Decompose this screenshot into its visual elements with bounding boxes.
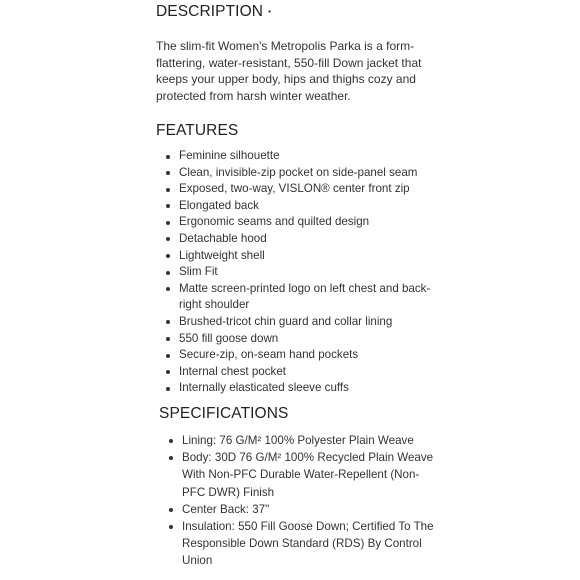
- specifications-list: [182, 432, 442, 570]
- description-text: The slim-fit Women's Metropolis Parka is a form-flattering, water-resistant, 550-fill Down jacket that keeps your upper body, hips and thighs cozy and protected from harsh winter weather.: [156, 39, 422, 104]
- list-item: Elongated back: [179, 198, 439, 215]
- list-item: Internal chest pocket: [179, 364, 439, 381]
- list-item: Secure-zip, on-seam hand pockets: [179, 347, 439, 364]
- list-item: Matte screen-printed logo on left chest and back-right shoulder: [179, 281, 439, 314]
- list-item: Lining: 76 G/M² 100% Polyester Plain Weave: [182, 432, 442, 449]
- list-item: Feminine silhouette: [179, 148, 439, 165]
- list-item: 550 fill goose down: [179, 331, 439, 348]
- description-heading: [156, 3, 271, 21]
- list-item: Slim Fit: [179, 264, 439, 281]
- specifications-heading: SPECIFICATIONS: [159, 405, 289, 422]
- description-heading-label: DESCRIPTION: [156, 3, 264, 20]
- heading-mark-icon: ⬩: [268, 6, 272, 16]
- features-list: [179, 148, 439, 397]
- list-item: Detachable hood: [179, 231, 439, 248]
- list-item: Body: 30D 76 G/M² 100% Recycled Plain Weave With Non-PFC Durable Water-Repellent (Non-PFC DWR) Finish: [182, 449, 442, 501]
- list-item: Clean, invisible-zip pocket on side-panel seam: [179, 165, 439, 182]
- list-item: Exposed, two-way, VISLON® center front zip: [179, 181, 439, 198]
- list-item: Lightweight shell: [179, 248, 439, 265]
- list-item: Brushed-tricot chin guard and collar lining: [179, 314, 439, 331]
- list-item: Center Back: 37": [182, 501, 442, 518]
- list-item: Internally elasticated sleeve cuffs: [179, 380, 439, 397]
- features-heading: FEATURES: [156, 122, 239, 139]
- list-item: Insulation: 550 Fill Goose Down; Certified To The Responsible Down Standard (RDS) By Control Union: [182, 518, 442, 570]
- list-item: Ergonomic seams and quilted design: [179, 214, 439, 231]
